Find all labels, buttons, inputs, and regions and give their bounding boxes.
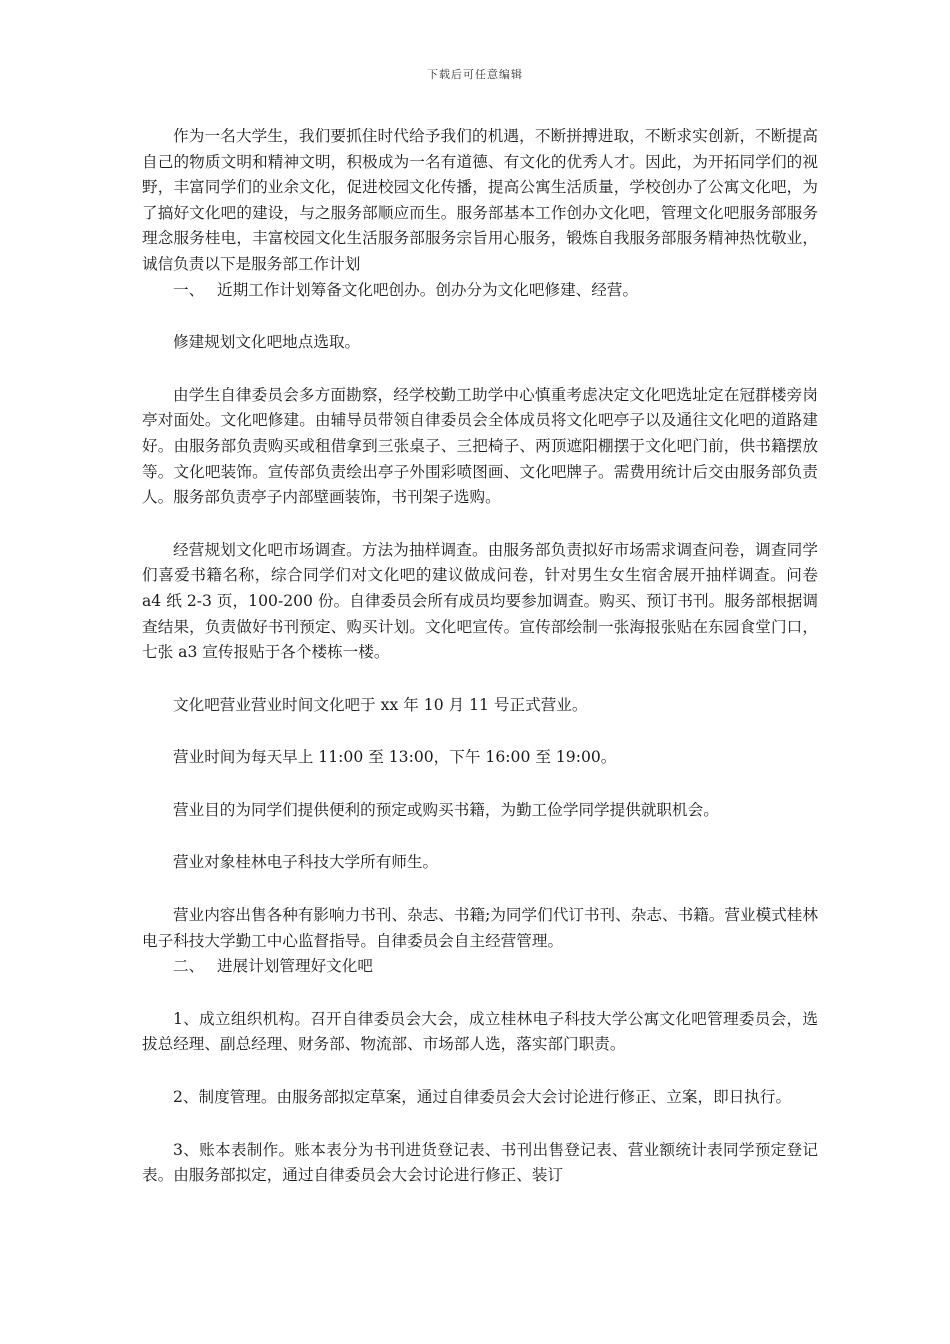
header-note: 下载后可任意编辑 [427, 68, 523, 81]
section-heading-1 [142, 278, 818, 304]
paragraph-item-3: 3、账本表制作。账本表分为书刊进货登记表、书刊出售登记表、营业额统计表同学预定登记表。由服务部拟定，通过自律委员会大会讨论进行修正、装订 [142, 1140, 818, 1185]
paragraph-operation: 经营规划文化吧市场调查。方法为抽样调查。由服务部负责拟好市场需求调查问卷，调查同学们喜爱书籍名称，综合同学们对文化吧的建议做成问卷，针对男生女生宿舍展开抽样调查。问卷 a4 纸 2-3 页，100-200 份。自律委员会所有成员均要参加调查。购买、预订书刊。服务部根据调查结果，负责做好书刊预定、购买计划。文化吧宣传。宣传部绘制一张海报张贴在东园食堂门口，七张 a3 宣传报贴于各个楼栋一楼。 [142, 540, 818, 662]
paragraph-content: 营业内容出售各种有影响力书刊、杂志、书籍;为同学们代订书刊、杂志、书籍。营业模式桂林电子科技大学勤工中心监督指导。自律委员会自主经营管理。 [142, 906, 818, 950]
section-number: 二、 [173, 957, 205, 976]
paragraph-build-plan: 修建规划文化吧地点选取。 [173, 333, 361, 352]
section-title: 进展计划管理好文化吧 [217, 957, 373, 976]
paragraph-item-2: 2、制度管理。由服务部拟定草案，通过自律委员会大会讨论进行修正、立案，即日执行。 [173, 1088, 792, 1107]
intro-paragraph: 作为一名大学生，我们要抓住时代给予我们的机遇，不断拼搏进取，不断求实创新，不断提高自己的物质文明和精神文明，积极成为一名有道德、有文化的优秀人才。因此，为开拓同学们的视野，丰富同学们的业余文化，促进校园文化传播，提高公寓生活质量，学校创办了公寓文化吧，为了搞好文化吧的建设，与之服务部顺应而生。服务部基本工作创办文化吧，管理文化吧服务部服务理念服务桂电，丰富校园文化生活服务部服务宗旨用心服务，锻炼自我服务部服务精神热忱敬业，诚信负责以下是服务部工作计划 [142, 127, 818, 273]
paragraph-hours: 营业时间为每天早上 11:00 至 13:00，下午 16:00 至 19:00。 [173, 748, 617, 767]
paragraph-target: 营业对象桂林电子科技大学所有师生。 [173, 853, 439, 872]
paragraph-purpose: 营业目的为同学们提供便利的预定或购买书籍，为勤工俭学同学提供就职机会。 [173, 800, 719, 819]
section-number: 一、 [173, 280, 205, 299]
document-body [142, 124, 818, 1189]
section-title: 近期工作计划筹备文化吧创办。创办分为文化吧修建、经营。 [217, 280, 639, 299]
section-heading-2 [142, 954, 818, 980]
paragraph-item-1: 1、成立组织机构。召开自律委员会大会，成立桂林电子科技大学公寓文化吧管理委员会，选拔总经理、副总经理、财务部、物流部、市场部人选，落实部门职责。 [142, 1009, 818, 1054]
paragraph-open-time: 文化吧营业营业时间文化吧于 xx 年 10 月 11 号正式营业。 [173, 695, 588, 714]
paragraph-build-detail: 由学生自律委员会多方面勘察，经学校勤工助学中心慎重考虑决定文化吧选址定在冠群楼旁岗亭对面处。文化吧修建。由辅导员带领自律委员会全体成员将文化吧亭子以及通往文化吧的道路建好。由服务部负责购买或租借拿到三张桌子、三把椅子、两顶遮阳棚摆于文化吧门前，供书籍摆放等。文化吧装饰。宣传部负责绘出亭子外围彩喷图画、文化吧牌子。需费用统计后交由服务部负责人。服务部负责亭子内部壁画装饰，书刊架子选购。 [142, 385, 818, 507]
